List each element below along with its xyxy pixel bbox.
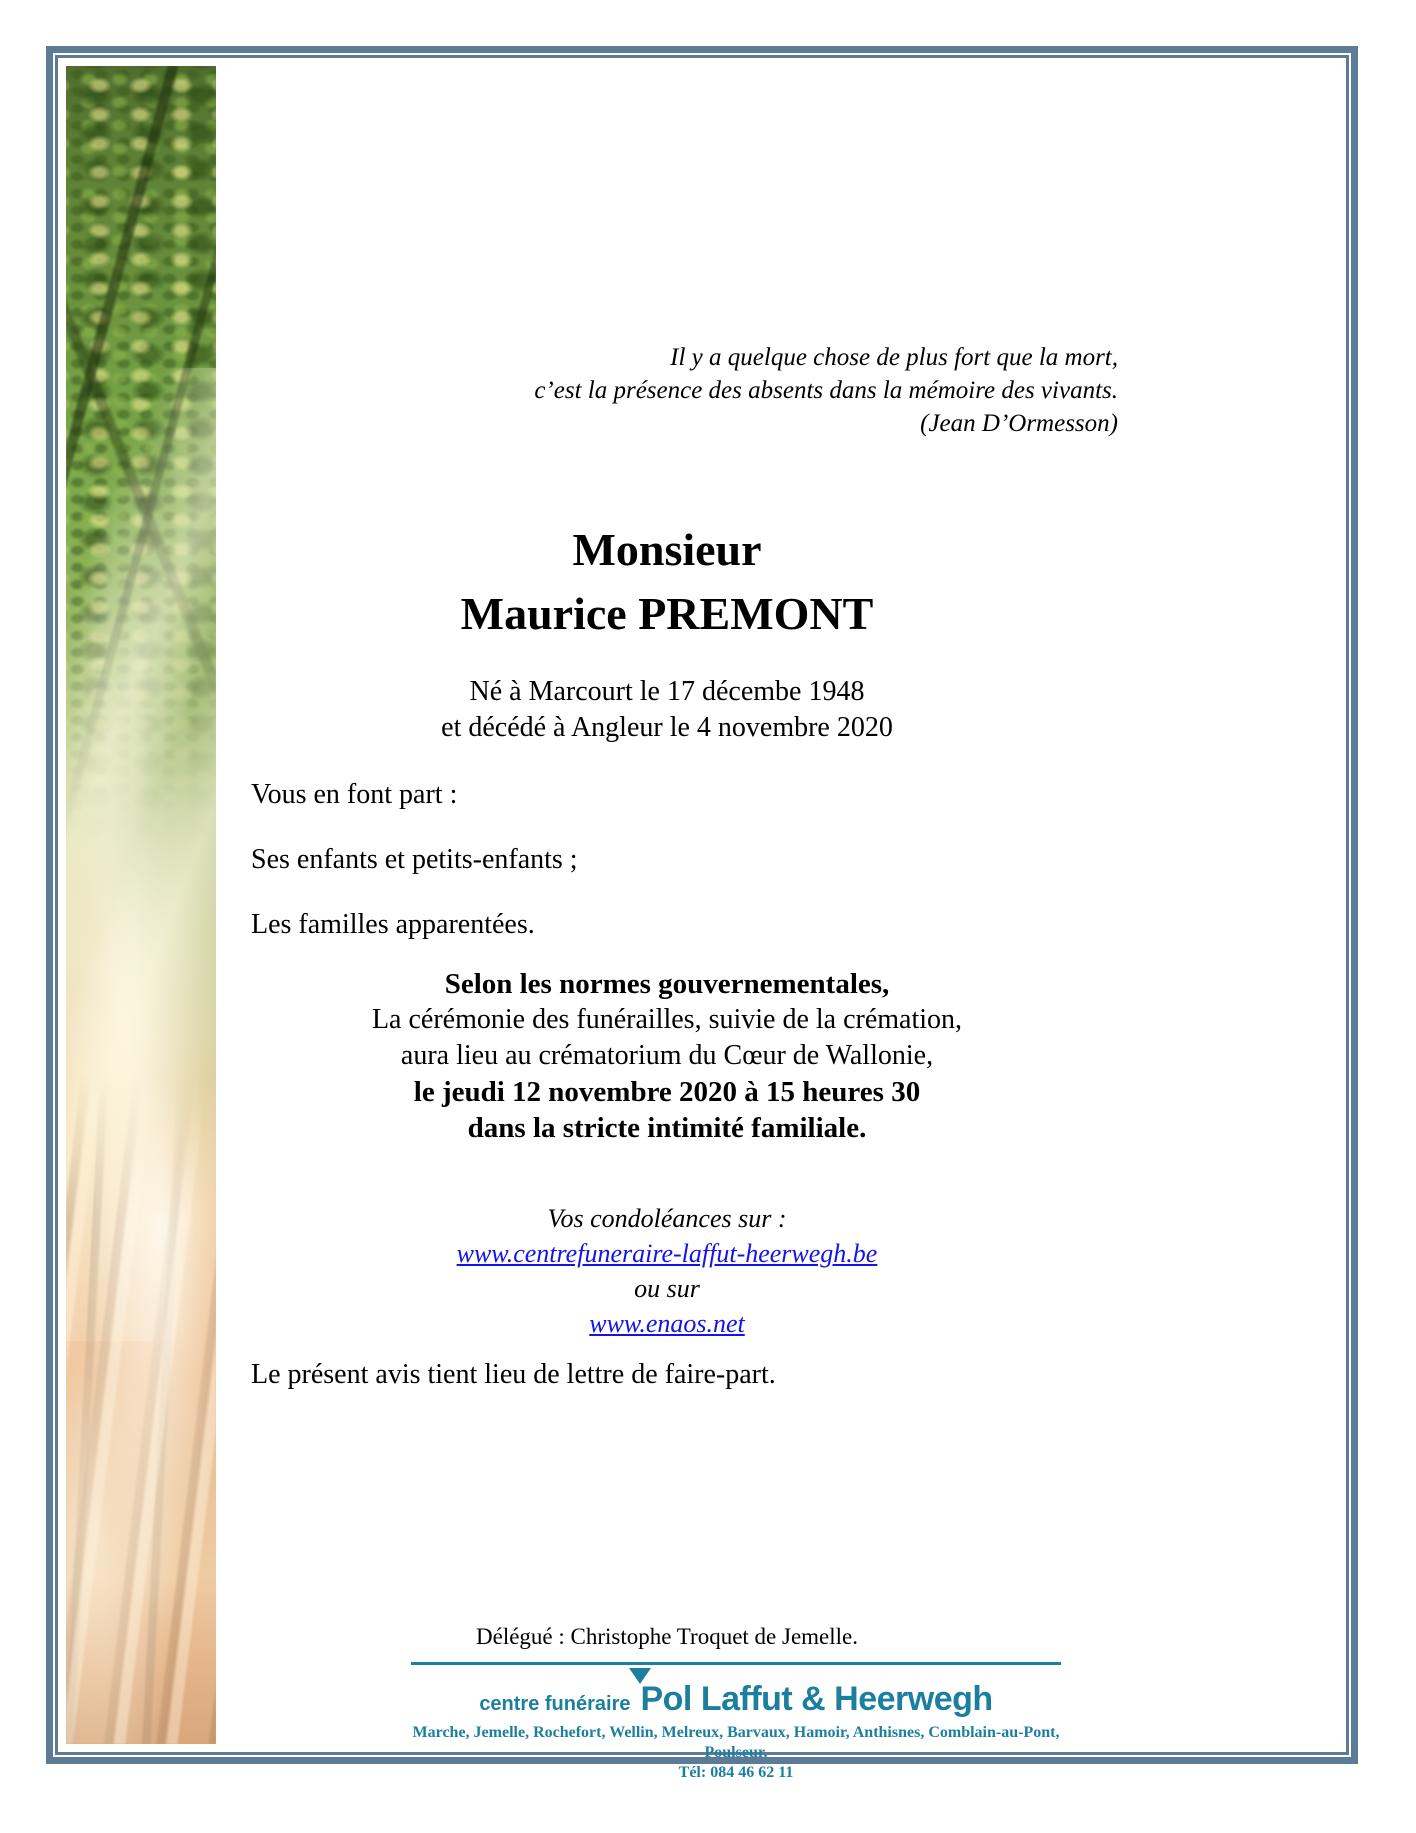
- condolences-link-enaos[interactable]: www.enaos.net: [589, 1309, 745, 1338]
- forest-path-texture: [66, 1073, 216, 1744]
- family-line-1: Ses enfants et petits-enfants ;: [251, 844, 578, 875]
- deceased-title: Monsieur: [572, 524, 762, 575]
- memorial-quote: [216, 341, 1118, 440]
- ceremony-line-2: aura lieu au crématorium du Cœur de Wallonie,: [400, 1040, 934, 1071]
- condolences-link-funeral-home[interactable]: www.centrefuneraire-laffut-heerwegh.be: [456, 1239, 878, 1268]
- forest-path-photo: [66, 66, 216, 1744]
- ceremony-heading: Selon les normes gouvernementales,: [444, 968, 890, 1000]
- page-border-frame: [46, 46, 1358, 1781]
- condolences-block: [216, 1201, 1118, 1341]
- deceased-name: Maurice PREMONT: [460, 588, 874, 639]
- quote-attribution: (Jean D’Ormesson): [920, 410, 1118, 437]
- deceased-name-block: [216, 518, 1118, 646]
- brand-locations: Marche, Jemelle, Rochefort, Wellin, Melreux, Barvaux, Hamoir, Anthisnes, Comblain-au-Pont, Poulseur.: [412, 1724, 1060, 1761]
- page-border-frame-inner: [55, 55, 1349, 1781]
- ceremony-date-time: le jeudi 12 novembre 2020 à 15 heures 30: [413, 1076, 921, 1108]
- brand-phone: Tél: 084 46 62 11: [678, 1764, 794, 1781]
- quote-line-1: Il y a quelque chose de plus fort que la mort,: [670, 344, 1118, 371]
- delegate-line: Délégué : Christophe Troquet de Jemelle.: [476, 1624, 858, 1649]
- birth-line: Né à Marcourt le 17 décembe 1948: [469, 676, 865, 707]
- brand-name: Pol Laffut & Heerwegh: [640, 1680, 993, 1718]
- brand-prefix: centre funéraire: [479, 1693, 631, 1715]
- announced-by-intro: Vous en font part :: [251, 779, 458, 810]
- funeral-home-logo: [411, 1668, 1061, 1783]
- faire-part-notice: Le présent avis tient lieu de lettre de faire-part.: [251, 1359, 776, 1390]
- death-line: et décédé à Angleur le 4 novembre 2020: [441, 712, 893, 743]
- condolences-conjunction: ou sur: [634, 1274, 700, 1303]
- family-line-2: Les familles apparentées.: [251, 909, 535, 940]
- announcement-body: [216, 58, 1118, 1781]
- condolences-intro: Vos condoléances sur :: [547, 1204, 787, 1233]
- ceremony-line-1: La cérémonie des funérailles, suivie de la crémation,: [371, 1004, 963, 1035]
- brand-divider-rule: [411, 1662, 1061, 1665]
- quote-line-2: c’est la présence des absents dans la mémoire des vivants.: [534, 377, 1118, 404]
- ceremony-details: [216, 966, 1118, 1146]
- ceremony-privacy-note: dans la stricte intimité familiale.: [467, 1112, 867, 1144]
- birth-death-block: [216, 674, 1118, 746]
